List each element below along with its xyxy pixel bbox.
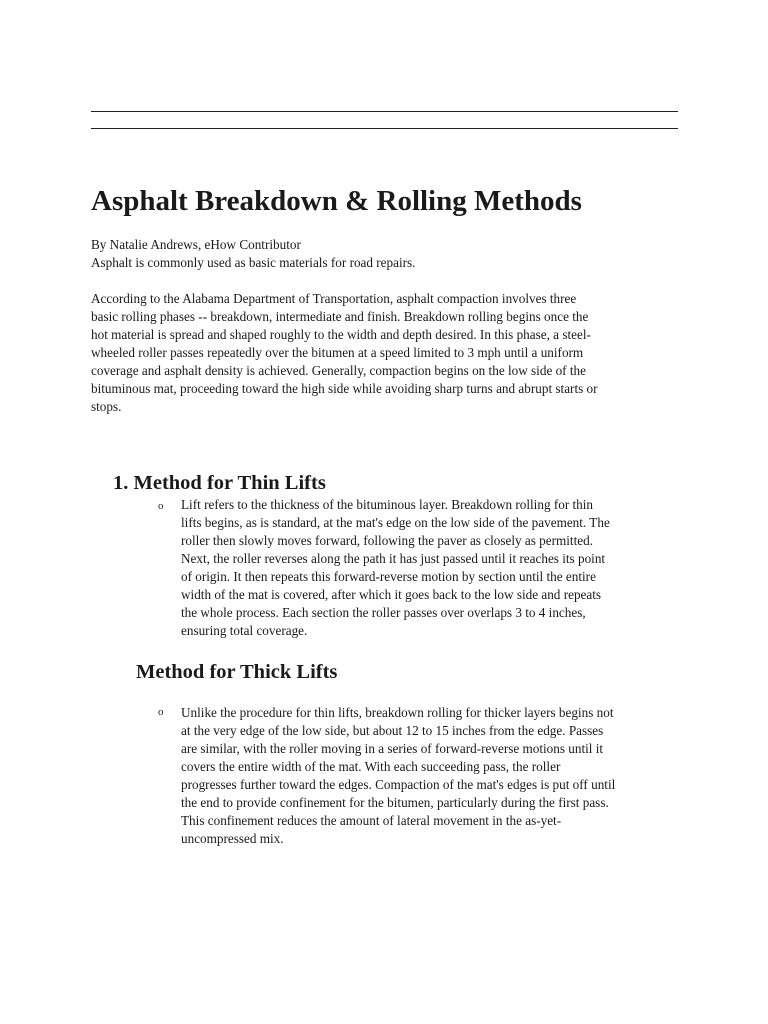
paragraph-line: roller then slowly moves forward, following the paver as closely as permitted. — [181, 533, 593, 548]
paragraph-line: width of the mat is covered, after which it goes back to the low side and repeats — [181, 587, 602, 602]
subtitle: Asphalt is commonly used as basic materials for road repairs. — [91, 255, 416, 270]
paragraph-line: This confinement reduces the amount of lateral movement in the as-yet- — [181, 813, 562, 828]
list-bullet: o — [158, 706, 164, 718]
intro-paragraph — [91, 290, 691, 416]
header-rule-bottom — [91, 128, 678, 129]
paragraph-line: lifts begins, as is standard, at the mat's edge on the low side of the pavement. The — [181, 515, 610, 530]
paragraph-line: are similar, with the roller moving in a series of forward-reverse motions until it — [181, 741, 604, 756]
paragraph-line: progresses further toward the edges. Compaction of the mat's edges is put off until — [181, 777, 616, 792]
byline: By Natalie Andrews, eHow Contributor — [91, 237, 301, 252]
paragraph-line: Unlike the procedure for thin lifts, breakdown rolling for thicker layers begins not — [181, 705, 614, 720]
page-title: Asphalt Breakdown & Rolling Methods — [91, 185, 582, 217]
paragraph-line: Next, the roller reverses along the path it has just passed until it reaches its point — [181, 551, 606, 566]
intro-line: wheeled roller passes repeatedly over the bitumen at a speed limited to 3 mph until a uniform — [91, 345, 584, 360]
intro-line: basic rolling phases -- breakdown, intermediate and finish. Breakdown rolling begins once the — [91, 309, 589, 324]
paragraph-line: at the very edge of the low side, but about 12 to 15 inches from the edge. Passes — [181, 723, 604, 738]
intro-line: stops. — [91, 399, 122, 414]
section-heading-thick-lifts: Method for Thick Lifts — [136, 661, 338, 683]
paragraph-line: of origin. It then repeats this forward-reverse motion by section until the entire — [181, 569, 596, 584]
paragraph-line: the end to provide confinement for the bitumen, particularly during the first pass. — [181, 795, 609, 810]
header-rule-top — [91, 111, 678, 112]
section-paragraph-thick-lifts — [181, 704, 701, 848]
section-paragraph-thin-lifts — [181, 496, 701, 640]
list-bullet: o — [158, 500, 164, 512]
intro-line: hot material is spread and shaped roughly to the width and depth desired. In this phase, a steel- — [91, 327, 591, 342]
paragraph-line: the whole process. Each section the roller passes over overlaps 3 to 4 inches, — [181, 605, 586, 620]
section-heading-thin-lifts: 1. Method for Thin Lifts — [113, 472, 326, 494]
paragraph-line: Lift refers to the thickness of the bituminous layer. Breakdown rolling for thin — [181, 497, 594, 512]
paragraph-line: ensuring total coverage. — [181, 623, 308, 638]
intro-line: bituminous mat, proceeding toward the high side while avoiding sharp turns and abrupt starts or — [91, 381, 598, 396]
intro-line: According to the Alabama Department of Transportation, asphalt compaction involves three — [91, 291, 577, 306]
paragraph-line: uncompressed mix. — [181, 831, 284, 846]
paragraph-line: covers the entire width of the mat. With each succeeding pass, the roller — [181, 759, 561, 774]
intro-line: coverage and asphalt density is achieved. Generally, compaction begins on the low side of the — [91, 363, 586, 378]
